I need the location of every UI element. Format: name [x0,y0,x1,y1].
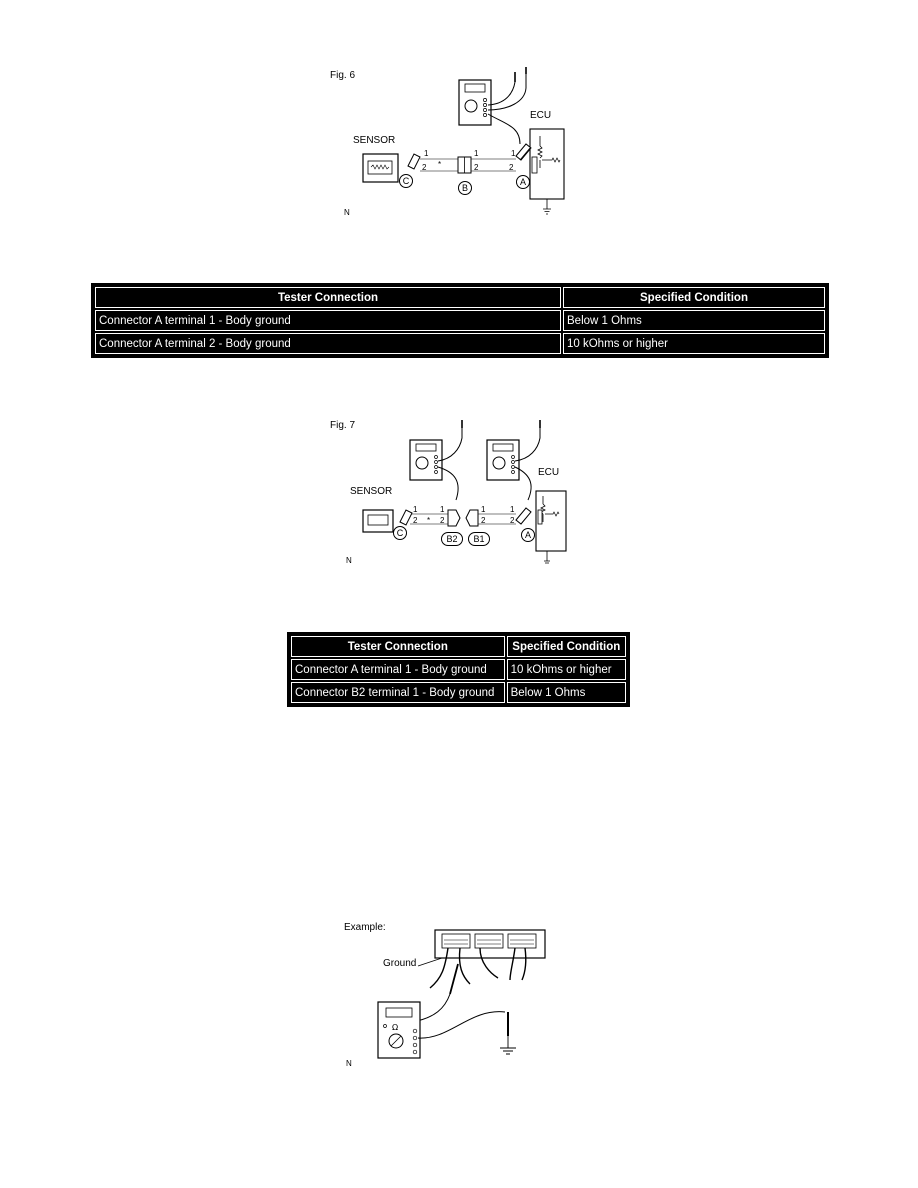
pin-label: 2 [474,163,479,172]
table-header-row [291,636,626,657]
ecu-label: ECU [530,110,552,121]
connector-a-marker: A [521,528,535,542]
pin-label: 1 [474,149,479,158]
ohmmeter-icon [459,80,491,125]
pin-label: 2 [481,516,486,525]
figure-caption: Example: [344,922,386,933]
pin-label: 2 [413,516,418,525]
column-header: Specified Condition [507,636,626,657]
column-header: Tester Connection [95,287,561,308]
pin-label: 2 [422,163,427,172]
ecu-label: ECU [538,467,560,478]
table-cell: Connector A terminal 1 - Body ground [291,659,505,680]
table-cell: Below 1 Ohms [563,310,825,331]
corner-mark: N [346,556,352,565]
ohmmeter-icon [378,1002,420,1058]
corner-mark: N [344,208,350,217]
pin-label: 2 [509,163,514,172]
ground-icon [500,1036,516,1054]
pin-label: 1 [481,505,486,514]
table-header-row [95,287,825,308]
table-cell: Connector A terminal 1 - Body ground [95,310,561,331]
table-cell: Connector A terminal 2 - Body ground [95,333,561,354]
ohmmeter-icon [487,440,519,480]
pin-label: 1 [413,505,418,514]
ground-check-diagram [330,918,580,1078]
table-cell: 10 kOhms or higher [507,659,626,680]
connector-c-marker: C [399,174,413,188]
figure-caption: Fig. 7 [330,420,356,431]
table-row [291,682,626,703]
figure-6 [330,64,580,224]
pin-label: 1 [510,505,515,514]
connector-b1-marker: B1 [468,532,490,546]
ohmmeter-icon [410,440,442,480]
spec-table-1 [91,283,829,358]
table-row [291,659,626,680]
corner-mark: N [346,1059,352,1068]
figure-caption: Fig. 6 [330,70,356,81]
sensor-label: SENSOR [353,135,396,146]
table-row [95,333,825,354]
table-cell: 10 kOhms or higher [563,333,825,354]
pin-label: 1 [424,149,429,158]
connector-b-marker: B [458,181,472,195]
connector-b2-marker: B2 [441,532,463,546]
pin-label: 1 [511,149,516,158]
column-header: Tester Connection [291,636,505,657]
pin-label: 2 [510,516,515,525]
table-cell: Connector B2 terminal 1 - Body ground [291,682,505,703]
figure-example [330,918,580,1078]
svg-text:Ω: Ω [392,1023,399,1032]
ground-label: Ground [383,958,417,969]
spec-table-2 [287,632,630,707]
pin-label: * [438,160,442,169]
sensor-label: SENSOR [350,486,393,497]
pin-label: 1 [440,505,445,514]
table-row [95,310,825,331]
figure-7 [330,414,580,574]
connector-a-marker: A [516,175,530,189]
pin-label: * [427,516,431,525]
connector-c-marker: C [393,526,407,540]
column-header: Specified Condition [563,287,825,308]
table-cell: Below 1 Ohms [507,682,626,703]
pin-label: 2 [440,516,445,525]
